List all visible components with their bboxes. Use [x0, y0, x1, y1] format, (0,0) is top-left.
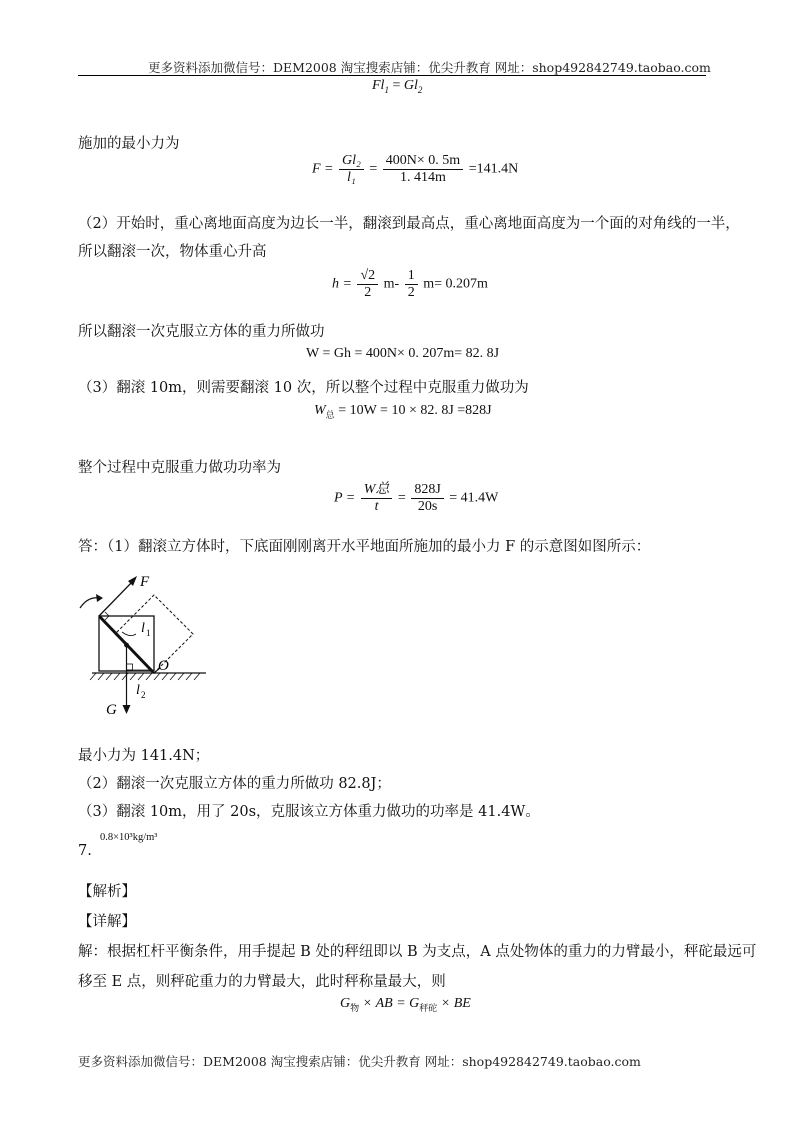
eq-sign: =: [388, 78, 404, 93]
equation-work: W = Gh = 400N× 0. 207m= 82. 8J: [306, 346, 500, 361]
eq-g1: G: [340, 996, 351, 1011]
fraction: [339, 153, 364, 186]
text-answer-3: （3）翻滚 10m，用了 20s，克服该立方体重力做功的功率是 41.4W。: [78, 804, 540, 820]
eq-mid: × AB =: [359, 996, 410, 1011]
label-l2: l: [136, 683, 140, 698]
text-part3-line: （3）翻滚 10m，则需要翻滚 10 次，所以整个过程中克服重力做功为: [78, 380, 529, 396]
fraction: [357, 268, 378, 301]
header-rule: [78, 75, 706, 76]
eq-g2-sub: 秤砣: [419, 1002, 438, 1013]
equation-lever-balance: [372, 78, 422, 95]
eq-rhs: Gl: [403, 78, 418, 93]
fraction-denominator: 20s: [417, 499, 438, 514]
eq-end: × BE: [437, 996, 471, 1011]
text-answer-line1: 答：（1）翻滚立方体时，下底面刚刚离开水平地面所施加的最小力 F 的示意图如图所示：: [78, 539, 651, 555]
eq-rest: = 10W = 10 × 82. 8J =828J: [334, 403, 492, 418]
fraction-denominator: 1. 414m: [400, 170, 446, 185]
fraction: [361, 482, 393, 515]
text-solution-line2: 移至 E 点，则秤砣重力的力臂最大，此时秤称量最大，则: [78, 974, 446, 990]
equation-min-force: [312, 153, 518, 186]
weight-G-arrowhead: [123, 705, 131, 714]
l1-arc: [122, 632, 136, 636]
label-O: O: [158, 658, 169, 674]
fraction-numerator: √2: [357, 268, 378, 285]
label-F: F: [140, 574, 150, 590]
eq-g1-sub: 物: [350, 1002, 360, 1013]
rotation-arrowhead: [96, 594, 103, 602]
eq-lhs: Fl: [372, 78, 385, 93]
fraction-numerator: 400N× 0. 5m: [383, 153, 463, 170]
eq-g2: G: [409, 996, 420, 1011]
fraction-numerator: 1: [405, 268, 418, 285]
eq-lhs-sub: 总: [325, 409, 335, 420]
text-power-intro: 整个过程中克服重力做功功率为: [78, 460, 281, 476]
fraction-denominator: 2: [364, 285, 372, 300]
eq-mid: m-: [383, 276, 403, 292]
eq-lhs: h =: [332, 276, 356, 292]
equation-total-work: [314, 403, 492, 421]
cube-lever-figure: [70, 570, 220, 720]
fraction-denominator: l₁: [347, 170, 356, 185]
analysis-label: 【解析】: [78, 884, 136, 900]
fraction: [383, 153, 463, 186]
eq-result: =141.4N: [468, 161, 519, 177]
fraction-denominator: 2: [407, 285, 415, 300]
label-l1: l: [141, 621, 145, 636]
eq-lhs-sub: 1: [384, 84, 389, 95]
page-header: 更多资料添加微信号：DEM2008 淘宝搜索店铺：优尖升教育 网址：shop492842749.taobao.com: [148, 60, 711, 75]
force-F-arrow: [99, 580, 134, 616]
right-angle-box: [127, 664, 133, 670]
text-part2-line1: （2）开始时，重心离地面高度为边长一半，翻滚到最高点，重心离地面高度为一个面的对角线的一半，: [78, 216, 740, 232]
eq-result: m= 0.207m: [423, 276, 488, 292]
fraction-numerator: Gl₂: [339, 153, 364, 170]
label-l2-sub: 2: [141, 690, 146, 700]
text-part2-line2: 所以翻滚一次，物体重心升高: [78, 244, 267, 260]
label-l1-sub: 1: [146, 628, 151, 638]
eq-rhs-sub: 2: [417, 84, 423, 95]
fraction-denominator: t: [374, 499, 379, 514]
text-work-intro: 所以翻滚一次克服立方体的重力所做功: [78, 324, 325, 340]
fraction-numerator: W总: [361, 482, 393, 499]
detail-label: 【详解】: [78, 914, 136, 930]
equation-height: [332, 268, 488, 301]
eq-sign: =: [397, 490, 410, 506]
equation-power: [334, 482, 498, 515]
eq-lhs: P =: [334, 490, 359, 506]
eq-lhs: F =: [312, 161, 337, 177]
text-answer-min-force: 最小力为 141.4N；: [78, 748, 210, 764]
fraction: [411, 482, 443, 515]
equation-lever: [340, 996, 471, 1014]
eq-lhs: W: [314, 403, 326, 418]
eq-sign: =: [369, 161, 381, 177]
question-answer: 0.8×10³kg/m³: [100, 832, 158, 843]
ground-hatching: [90, 673, 200, 680]
page-footer: 更多资料添加微信号：DEM2008 淘宝搜索店铺：优尖升教育 网址：shop492842749.taobao.com: [78, 1054, 641, 1069]
text-min-force-intro: 施加的最小力为: [78, 136, 180, 152]
fraction-numerator: 828J: [411, 482, 443, 499]
fraction: [405, 268, 418, 301]
eq-result: = 41.4W: [449, 490, 499, 506]
text-solution-line1: 解：根据杠杆平衡条件，用手提起 B 处的秤纽即以 B 为支点，A 点处物体的重力的力臂最小，秤砣最远可: [78, 944, 757, 960]
label-G: G: [106, 702, 117, 718]
question-number: 7.: [78, 843, 92, 859]
text-answer-2: （2）翻滚一次克服立方体的重力所做功 82.8J；: [78, 776, 391, 792]
